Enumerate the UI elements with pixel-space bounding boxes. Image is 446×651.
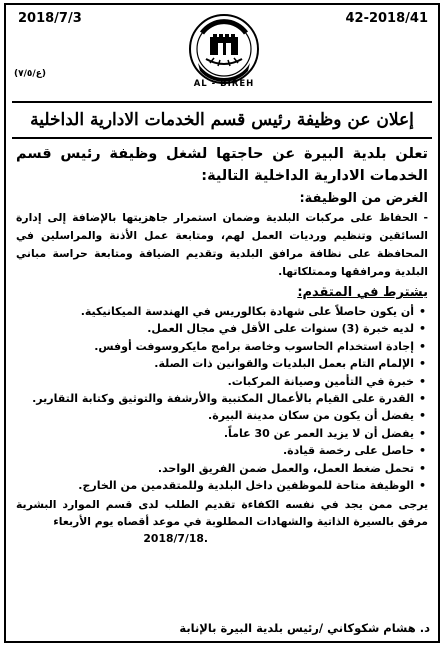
list-item: • الوظيفة متاحة للموظفين داخل البلدية وللمتقدمين من الخارج. [16,477,414,494]
publish-date: 2018/7/3 [18,11,82,26]
announcement-page [4,3,440,643]
side-code: (ع/٧/٥) [14,69,46,79]
list-item: • لديه خبرة (3) سنوات على الأقل في مجال العمل. [16,320,414,337]
list-item: • حاصل على رخصة قيادة. [16,442,414,459]
closing-paragraph [16,496,428,547]
purpose-text: - الحفاظ على مركبات البلدية وضمان استمرار جاهزيتها بالإضافة إلى إدارة السائقين وتنظيم ورديات العمل لهم، ومتابعة عمل الأذنة والمراسلين في المحافظة على نظافة مرافق البلدية وتقديم الضيافة ومتابعة حراسة مباني البلدية ومرافقها وممتلكاتها. [16,211,428,278]
list-item: • إجادة استخدام الحاسوب وخاصة برامج مايكروسوفت أوفس. [16,338,414,355]
list-item: • القدرة على القيام بالأعمال المكتبية والأرشفة والتوثيق وكتابة التقارير. [16,390,414,407]
deadline-date: 2018/7/18. [143,532,208,546]
purpose-heading: الغرض من الوظيفة: [299,191,428,206]
list-item: • الإلمام التام بعمل البلديات والقوانين ذات الصلة. [16,355,414,372]
list-item: • خبرة في التأمين وصيانة المركبات. [16,373,414,390]
requirements-heading: يشترط في المتقدم: [297,285,428,300]
list-item: • يفضل أن لا يزيد العمر عن 30 عاماً. [16,425,414,442]
announcement-title: إعلان عن وظيفة رئيس قسم الخدمات الادارية الداخلية [12,101,432,139]
seal-caption: AL - BIREH [193,79,255,89]
announcement-body [16,143,428,637]
intro-paragraph: تعلن بلدية البيرة عن حاجتها لشغل وظيفة رئيس قسم الخدمات الادارية الداخلية التالية: [16,146,428,184]
reference-number: 42-2018/41 [345,11,428,26]
list-item: • يفضل أن يكون من سكان مدينة البيرة. [16,407,414,424]
list-item: • أن يكون حاصلاً على شهادة بكالوريس في الهندسة الميكانيكية. [16,303,414,320]
closing-text: يرجى ممن يجد في نفسه الكفاءة تقديم الطلب لدى قسم الموارد البشرية مرفق بالسيرة الذاتية والشهادات المطلوبة في موعد أقصاه يوم الأربعاء [16,498,428,529]
signature-line: د. هشام شكوكاني /رئيس بلدية البيرة بالإنابة [179,621,430,635]
requirements-list [16,303,428,494]
list-item: • تحمل ضغط العمل، والعمل ضمن الفريق الواحد. [16,460,414,477]
